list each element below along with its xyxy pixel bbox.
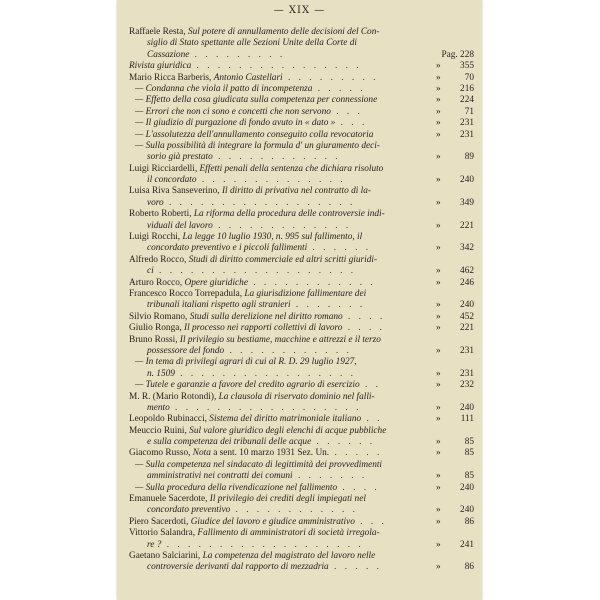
entry-line	[129, 95, 474, 106]
entry-line	[129, 414, 474, 425]
index-entry	[129, 141, 474, 164]
entry-line	[129, 198, 474, 209]
ditto-mark: »	[436, 300, 441, 311]
entry-page-number	[436, 483, 474, 494]
entry-line	[129, 335, 474, 346]
page-value: 231	[460, 368, 474, 379]
ditto-mark: »	[436, 106, 441, 117]
index-entry	[129, 448, 474, 459]
page-value: 240	[460, 402, 474, 413]
ditto-mark: »	[436, 402, 441, 413]
leader-dots: . . . . . . . . .	[282, 72, 379, 83]
index-entry	[129, 357, 474, 380]
index-entry	[129, 323, 474, 334]
entry-line	[129, 562, 474, 573]
ditto-mark: »	[436, 197, 441, 208]
entry-line	[129, 152, 474, 163]
entry-title: — Condanna che viola il patto di incompetenza	[135, 83, 313, 94]
entry-page-number	[436, 61, 474, 72]
ditto-mark: »	[436, 345, 441, 356]
page-header: — XIX —	[273, 5, 326, 16]
page-value: 85	[464, 437, 474, 448]
index-entry	[129, 118, 474, 129]
entry-page-number	[436, 300, 474, 311]
entry-page-number	[436, 312, 474, 323]
page-value: 240	[460, 482, 474, 493]
leader-dots: . . . .	[342, 323, 385, 334]
entry-page-number	[436, 323, 474, 334]
entry-title: sorio già prestato	[147, 152, 213, 163]
entry-author: Mario Ricca Barberis,	[129, 72, 214, 83]
index-entry	[129, 27, 474, 61]
page-value: Pag. 228	[441, 49, 474, 60]
entry-title: La clausola di riservato dominio nel falli-	[218, 391, 375, 402]
index-entry	[129, 255, 474, 278]
ditto-mark: »	[436, 414, 441, 425]
ditto-mark: »	[436, 505, 441, 516]
entry-title: re ?	[147, 539, 162, 550]
page-value: 221	[460, 220, 474, 231]
entry-page-number	[436, 84, 474, 95]
entry-title: il concordato	[147, 175, 197, 186]
ditto-mark: »	[436, 471, 441, 482]
entry-page-number	[436, 380, 474, 391]
ditto-mark: »	[436, 482, 441, 493]
ditto-mark: »	[436, 95, 441, 106]
index-entry	[129, 232, 474, 255]
ditto-mark: »	[436, 311, 441, 322]
entry-title: ci	[147, 266, 154, 277]
entry-line	[129, 448, 474, 459]
entry-page-number	[436, 266, 474, 277]
entry-author: Francesco Rocco Torrepadula,	[129, 288, 245, 299]
leader-dots: . .	[361, 414, 383, 425]
entry-line	[129, 175, 474, 186]
entry-line	[129, 232, 474, 243]
entry-line	[129, 494, 474, 505]
entry-title: — Il giudizio di purgazione di fondo avuto in « dato »	[135, 118, 336, 129]
leader-dots: . . .	[330, 106, 363, 117]
leader-dots: . . . .	[342, 311, 386, 322]
entry-title: Sul valore giuridico degli elenchi di acque pubbliche	[189, 425, 387, 436]
leader-dots: . . . . . . . . . . . . .	[212, 220, 352, 231]
ditto-mark: »	[436, 220, 441, 231]
entry-author: Alfredo Rocco,	[129, 254, 189, 265]
entry-line	[129, 209, 474, 220]
page-value: 342	[460, 243, 474, 254]
leader-dots: . . . . . . . . . . . . . . . . . .	[163, 197, 356, 208]
entry-page-number	[436, 437, 474, 448]
entry-author: Silvio Romano,	[129, 311, 190, 322]
ditto-mark: »	[436, 83, 441, 94]
ditto-mark: »	[436, 61, 441, 72]
ditto-mark: »	[436, 277, 441, 288]
entry-author: Luisa Riva Sanseverino,	[129, 186, 222, 197]
ditto-mark: »	[436, 175, 441, 186]
index-entry	[129, 84, 474, 95]
entry-title: concordato preventivo	[147, 505, 231, 516]
entry-line	[129, 141, 474, 152]
page-value: 221	[460, 323, 474, 334]
entry-line	[129, 164, 474, 175]
entry-title: tribunali italiani rispetto agli stranieri	[147, 300, 291, 311]
leader-dots: . . . . .	[329, 448, 383, 459]
index-entry	[129, 186, 474, 209]
index-entry	[129, 380, 474, 391]
entry-title: n. 1509	[147, 368, 175, 379]
page-value: 246	[460, 277, 474, 288]
leader-dots: . . . . . . . . .	[189, 49, 286, 60]
entry-author: Arturo Rocco,	[129, 277, 185, 288]
entry-title: La giurisdizione fallimentare dei	[244, 288, 367, 299]
entry-line	[129, 403, 474, 414]
entry-title: Fallimento di amministratori di società irregola-	[197, 528, 380, 539]
ditto-mark: »	[436, 72, 441, 83]
ditto-mark: »	[436, 437, 441, 448]
ditto-mark: »	[436, 448, 441, 459]
entry-page-number	[436, 221, 474, 232]
entry-line	[129, 528, 474, 539]
entry-title: Il processo nei rapporti collettivi di lavoro	[184, 323, 343, 334]
entry-page-number	[436, 369, 474, 380]
ditto-mark: »	[436, 539, 441, 550]
entry-page-number	[436, 403, 474, 414]
index-entry	[129, 460, 474, 483]
index-entry	[129, 164, 474, 187]
page-value: 240	[460, 175, 474, 186]
leader-dots: . .	[359, 380, 381, 391]
index-entry	[129, 551, 474, 574]
index-entry	[129, 312, 474, 323]
leader-dots: . . . . . .	[307, 243, 372, 254]
entry-page-number	[436, 346, 474, 357]
leader-dots: . . . . . . . . . . . .	[230, 505, 358, 516]
entry-line	[129, 460, 474, 471]
entry-page-number	[436, 198, 474, 209]
entry-line	[129, 483, 474, 494]
page-value: 231	[460, 345, 474, 356]
index-entry	[129, 107, 474, 118]
entry-author: Vittorio Salandra,	[129, 528, 198, 539]
ditto-mark: »	[436, 368, 441, 379]
page-value: 355	[460, 61, 474, 72]
entry-title: Opere giuridiche	[184, 277, 248, 288]
page-value: 216	[460, 83, 474, 94]
leader-dots: . . . . . . . . . . . . . . . . . . .	[161, 539, 364, 550]
leader-dots: . . . . . . .	[290, 300, 366, 311]
entry-title: — L'assolutezza dell'annullamento conseguito colla revocatoria	[135, 129, 374, 140]
entry-page-number	[436, 448, 474, 459]
entry-line	[129, 312, 474, 323]
index-entry	[129, 517, 474, 528]
entry-line	[129, 517, 474, 528]
entry-title: La riforma della procedura delle controversie indi-	[193, 209, 385, 220]
entry-title: — Effetto della cosa giudicata sulla competenza per connessione	[135, 95, 378, 106]
entry-line	[129, 369, 474, 380]
entry-page-number	[436, 95, 474, 106]
entry-line	[129, 221, 474, 232]
entry-title: possessore del fondo	[147, 345, 225, 356]
entry-page-number	[436, 243, 474, 254]
entry-author: Leopoldo Rubinacci,	[129, 414, 210, 425]
entry-title: La legge 10 luglio 1930, n. 995 sul fallimento, il	[182, 232, 363, 243]
leader-dots: . . . . . . . . . . . .	[224, 345, 352, 356]
entry-line	[129, 346, 474, 357]
entry-title: Studi sulla derelizione nel diritto romano	[189, 311, 343, 322]
entry-line	[129, 73, 474, 84]
entry-page-number	[436, 278, 474, 289]
entry-page-number	[436, 107, 474, 118]
entry-line	[129, 50, 474, 61]
entry-title: siglio di Stato spettante alle Sezioni Unite della Corte di	[147, 38, 357, 49]
page-value: 86	[464, 562, 474, 573]
entry-page-number	[436, 562, 474, 573]
entry-page-number	[436, 175, 474, 186]
entry-line	[129, 540, 474, 551]
entry-page-number	[436, 540, 474, 551]
leader-dots: . . . . . . . . . . . .	[212, 152, 341, 163]
ditto-mark: »	[436, 266, 441, 277]
index-entry	[129, 73, 474, 84]
page-value: 240	[460, 505, 474, 516]
entry-title: — Errori che non ci sono e concetti che non servono	[135, 106, 331, 117]
entry-line	[129, 61, 474, 72]
ditto-mark: »	[436, 243, 441, 254]
page-value: 224	[460, 95, 474, 106]
entry-title: mento	[147, 402, 170, 413]
page-value: 89	[464, 152, 474, 163]
entry-line	[129, 505, 474, 516]
ditto-mark: »	[436, 516, 441, 527]
entry-line	[129, 27, 474, 38]
entry-line	[129, 255, 474, 266]
index-entry	[129, 335, 474, 358]
ditto-mark: »	[436, 323, 441, 334]
page-value: 232	[460, 380, 474, 391]
entry-title: — Sulla possibilità di integrare la formula d' un giuramento deci-	[135, 140, 380, 151]
entry-title: Cassazione	[147, 49, 190, 60]
entry-page-number	[436, 50, 474, 61]
entry-page-number	[436, 130, 474, 141]
entry-author: Raffaele Resta,	[129, 27, 188, 37]
page-value: 231	[460, 129, 474, 140]
entry-line	[129, 84, 474, 95]
entry-page-number	[436, 414, 474, 425]
entry-title: Il privilegio dei crediti degli impiegati nel	[209, 494, 366, 505]
entry-line	[129, 323, 474, 334]
entry-title: Rivista giuridica	[129, 61, 192, 72]
entry-page-number	[436, 471, 474, 482]
page-value: 70	[464, 72, 474, 83]
page-value: 462	[460, 266, 474, 277]
leader-dots: . . . . . . . . . . . . . . . . .	[174, 368, 356, 379]
entry-page-number	[436, 118, 474, 129]
index-entry	[129, 95, 474, 106]
entry-line	[129, 426, 474, 437]
entry-title: e sulla competenza dei tribunali delle acque	[147, 437, 312, 448]
page-value: 231	[460, 118, 474, 129]
page-value: 71	[464, 106, 474, 117]
entry-page-number	[436, 73, 474, 84]
entry-line	[129, 380, 474, 391]
entry-line	[129, 118, 474, 129]
entry-title: Studi di diritto commerciale ed altri scritti giuridi-	[188, 254, 378, 265]
entry-author: Emanuele Sacerdote,	[129, 494, 210, 505]
entry-line	[129, 551, 474, 562]
ditto-mark: »	[436, 380, 441, 391]
leader-dots: . . . . .	[328, 562, 382, 573]
index-entry	[129, 392, 474, 415]
leader-dots: . . .	[354, 516, 387, 527]
entry-line	[129, 471, 474, 482]
page-value: 111	[460, 414, 474, 425]
index-entry	[129, 209, 474, 232]
entry-title: Antonio Castellari	[213, 72, 283, 83]
leader-dots: . . . . . . . . . . . .	[247, 277, 376, 288]
entry-author: Piero Sacerdoti,	[129, 516, 191, 527]
ditto-mark: »	[436, 118, 441, 129]
entry-line	[129, 437, 474, 448]
entry-author: Luigi Ricciardelli,	[129, 163, 200, 174]
entry-line	[129, 357, 474, 368]
index-entry	[129, 528, 474, 551]
entry-title: Il diritto di privativa nel contratto di la-	[221, 186, 371, 197]
entry-author: Meuccio Ruini,	[129, 425, 190, 436]
entry-title: controversie derivanti dal rapporto di mezzadria	[147, 562, 329, 573]
entry-title: Effetti penali della sentenza che dichiara risoluto	[199, 163, 384, 174]
entry-line	[129, 300, 474, 311]
entry-title: Giudice del lavoro e giudice amministrativo	[190, 516, 355, 527]
entry-line	[129, 38, 474, 49]
entry-page-number	[436, 152, 474, 163]
entry-title: Il privilegio su bestiame, macchine e attrezzi e il terzo	[179, 334, 381, 345]
entry-author: Roberto Roberti,	[129, 209, 194, 220]
entry-author: Giacomo Russo,	[129, 448, 193, 459]
page-value: 240	[460, 300, 474, 311]
entry-title: voro	[147, 197, 164, 208]
page-value: 85	[464, 471, 474, 482]
entry-title: — Sulla competenza nel sindacato di legittimità dei provvedimenti	[135, 459, 383, 470]
entry-title: La competenza del magistrato del lavoro nelle	[202, 550, 376, 561]
entry-author: M. R. (Mario Rotondi),	[129, 391, 219, 402]
index-entries	[129, 27, 474, 574]
index-entry	[129, 289, 474, 312]
index-entry	[129, 130, 474, 141]
entry-author: Bruno Rossi,	[129, 334, 180, 345]
page-value: 349	[460, 197, 474, 208]
page-value: 452	[460, 311, 474, 322]
index-entry	[129, 414, 474, 425]
entry-line	[129, 107, 474, 118]
entry-title: Sistema del diritto matrimoniale italiano	[209, 414, 362, 425]
leader-dots: . . . . . . .	[292, 471, 368, 482]
leader-dots: . . . . . . . . . . . . . . . . . .	[169, 402, 362, 413]
ditto-mark: »	[436, 152, 441, 163]
leader-dots: . . .	[335, 118, 368, 129]
entry-line	[129, 266, 474, 277]
entry-author: Gaetano Salciarini,	[129, 550, 203, 561]
leader-dots: . . . . .	[312, 83, 366, 94]
page-value: 241	[460, 539, 474, 550]
entry-line	[129, 130, 474, 141]
entry-line	[129, 289, 474, 300]
index-entry	[129, 61, 474, 72]
entry-author: Luigi Rocchi,	[129, 232, 183, 243]
ditto-mark: »	[436, 562, 441, 573]
entry-line	[129, 278, 474, 289]
entry-title: concordato preventivo e i piccoli fallimenti	[147, 243, 308, 254]
entry-title: viduali del lavoro	[147, 220, 213, 231]
entry-author: Giulio Ronga,	[129, 323, 185, 334]
ditto-mark: »	[436, 129, 441, 140]
index-entry	[129, 426, 474, 449]
leader-dots: . . . .	[337, 482, 380, 493]
index-entry	[129, 494, 474, 517]
index-entry	[129, 483, 474, 494]
entry-line	[129, 392, 474, 403]
entry-line	[129, 186, 474, 197]
entry-title: — In tema di privilegi agrari di cui al R. D. 29 luglio 1927,	[135, 357, 357, 368]
entry-title: — Sulla procedura della rivendicazione nel fallimento	[135, 482, 338, 493]
entry-line	[129, 243, 474, 254]
entry-title: Nota	[192, 448, 214, 459]
leader-dots: . . . . . . . . . . . . . . . . . . .	[153, 266, 357, 277]
entry-title: — Tutele e garanzie a favore del credito agrario di esercizio	[135, 380, 360, 391]
leader-dots: . . . . . . . . . . . . . . . .	[191, 61, 362, 72]
entry-note: a sent. 10 marzo 1931 Sez. Un.	[213, 448, 330, 459]
leader-dots: . . . . . . . . . . . . . .	[196, 175, 346, 186]
entry-title: Sul potere di annullamento delle decisioni del Con-	[187, 27, 380, 37]
book-page	[117, 0, 482, 600]
entry-page-number	[436, 505, 474, 516]
leader-dots: . . . . . .	[311, 437, 376, 448]
entry-page-number	[436, 517, 474, 528]
page-value: 86	[464, 516, 474, 527]
index-entry	[129, 278, 474, 289]
entry-title: amministrativi nei contratti dei comuni	[147, 471, 293, 482]
page-value: 85	[464, 448, 474, 459]
